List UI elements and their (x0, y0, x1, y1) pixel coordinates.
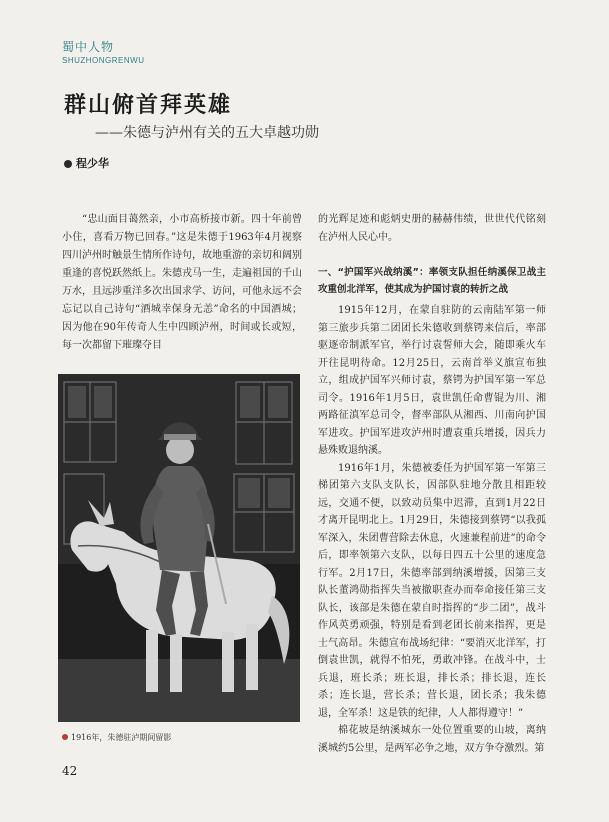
article-subtitle: ——朱德与泸州有关的五大卓越功勋 (95, 125, 319, 141)
article-title: 群山俯首拜英雄 (64, 92, 233, 118)
caption-text: 1916年，朱德驻泸期间留影 (71, 733, 172, 742)
column-label (62, 38, 145, 65)
bullet-dot-icon (64, 160, 72, 168)
caption-dot-icon (62, 734, 68, 740)
intro-paragraph: “忠山面目蔼然亲，小市高桥接市新。四十年前曾小住，喜看万物已回春。”这是朱德于1963年4月视察四川泸州时触景生情所作诗句，故地重游的亲切和阔别重逢的喜悦跃然纸上。朱德戎马一生，走遍祖国的千山万水，且远涉重洋多次出国求学、访问，可他永远不会忘记以自己诗句“酒城幸保身无恙”命名的中国酒城；因为他在90年传奇人生中四顾泸州，时间或长或短，每一次都留下璀璨夺目 (62, 214, 302, 351)
body-paragraph: 1915年12月，在蒙自驻防的云南陆军第一师第三旅步兵第二团团长朱德收到蔡锷来信后，率部驱逐帝制派军官，举行讨袁誓师大会，随即乘火车开往昆明待命。12月25日，云南首举义旗宣布独立，组成护国军兴师讨袁，蔡锷为护国军第一军总司令。1916年1月5日，袁世凯任命曹锟为川、湘两路征滇军总司令，督率部队从湘西、川南向护国军进攻。护国军进攻泸州时遭袁重兵增援，因兵力悬殊败退纳溪。 (318, 305, 546, 456)
author-name: 程少华 (76, 157, 109, 170)
section-heading-1: 一、“护国军兴战纳溪”：率领支队担任纳溪保卫战主攻重创北洋军，使其成为护国讨袁的转折之战 (318, 267, 546, 295)
column-name: 蜀中人物 (62, 40, 115, 54)
historical-photo (58, 374, 300, 722)
photo-illustration (58, 374, 300, 722)
intro-continued: 的光辉足迹和彪炳史册的赫赫伟绩，世世代代铭刻在泸州人民心中。 (318, 214, 546, 243)
column-pinyin: SHUZHONGRENWU (62, 56, 145, 65)
author-line (64, 155, 109, 171)
body-paragraph: 1916年1月，朱德被委任为护国军第一军第三梯团第六支队支队长，因部队驻地分散且相距较远，交通不便，以致动员集中迟滞，直到1月22日才离开昆明北上。1月29日，朱德接到蔡锷“以我孤军深入，朱团曹营除去休息，火速兼程前进”的命令后，即率领第六支队，以每日四五十公里的速度急行军。2月17日，朱德率部到纳溪增援，因第三支队长董鸿勋指挥失当被撤职查办而奉命接任第三支队长，该部是朱德在蒙自时指挥的“步二团”，战斗作风英勇顽强，特别是看到老团长前来指挥，更是士气高昂。朱德宣布战场纪律：“要消灭北洋军，打倒袁世凯，就得不怕死，勇敢冲锋。在战斗中，士兵退，班长杀；班长退，排长杀；排长退，连长杀；连长退，营长杀；营长退，团长杀；我朱德退，全军杀！这是铁的纪律，人人都得遵守！” (318, 462, 546, 719)
body-paragraph: 棉花坡是纳溪城东一处位置重要的山坡，离纳溪城约5公里，是两军必争之地，双方争夺激烈。第 (318, 725, 546, 754)
photo-caption (62, 732, 171, 743)
page-number: 42 (62, 764, 78, 778)
right-column (318, 211, 546, 757)
